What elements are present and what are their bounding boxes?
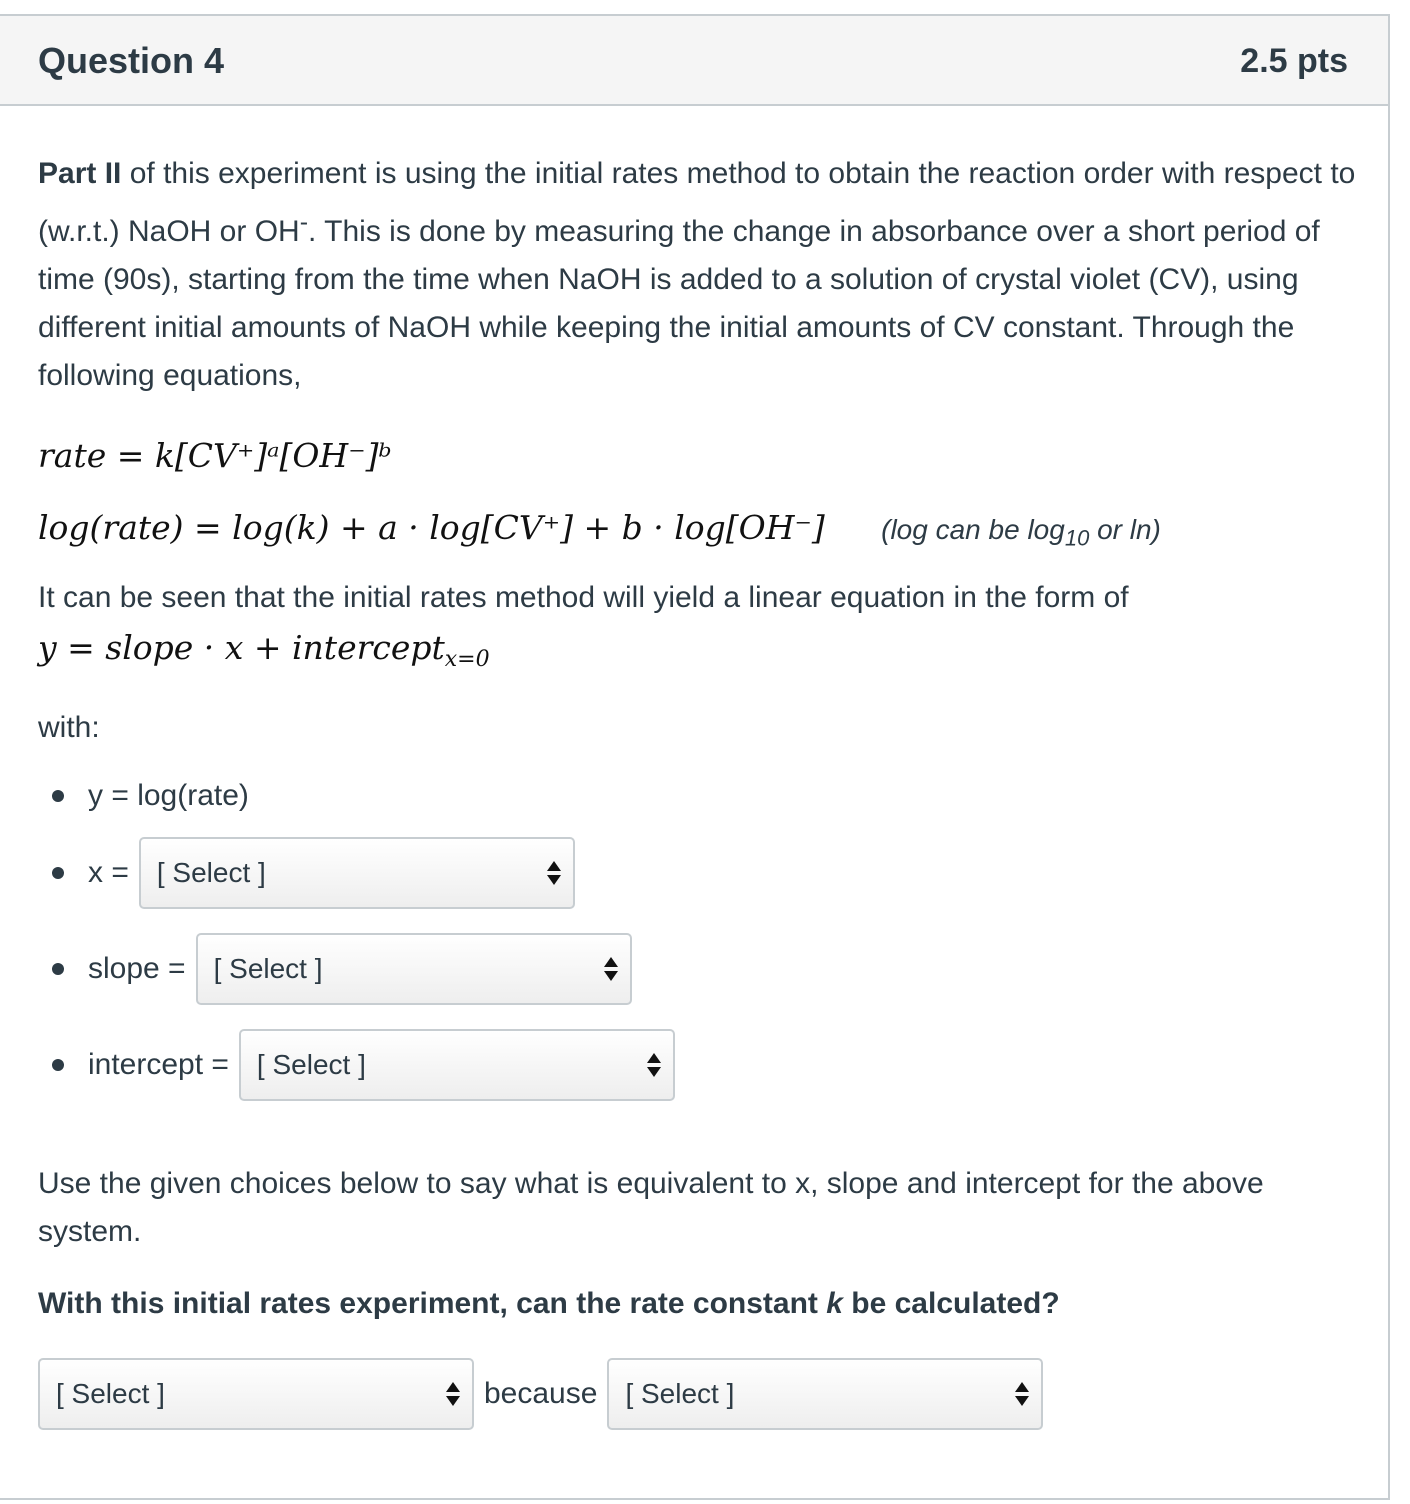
select-arrows-icon <box>647 1051 661 1081</box>
intro-text-b: . This is done by measuring the change in absorbance over a short period of time (90s), starting from the time when NaOH is added to a solution of crystal violet (CV), using different initial amounts of NaOH while keeping the initial amounts of CV constant. Through the following equations, <box>38 215 1320 392</box>
x-select[interactable]: [ Select ] <box>139 837 575 909</box>
list-item-x <box>38 830 1358 916</box>
calc-question: With this initial rates experiment, can the rate constant k be calculated? <box>38 1287 1060 1320</box>
question-body <box>38 150 1358 1432</box>
x-label: x = <box>88 856 129 889</box>
slope-select[interactable]: [ Select ] <box>196 933 632 1005</box>
answer-row <box>38 1356 1358 1432</box>
select-arrows-icon <box>446 1380 460 1410</box>
reason-select[interactable]: [ Select ] <box>607 1358 1043 1430</box>
intercept-label: intercept = <box>88 1048 229 1081</box>
log-form-equation <box>38 492 1358 564</box>
because-label: because <box>484 1377 598 1410</box>
linear-equation: y = slope · x + intercept$_{x=0}$ <box>38 628 490 672</box>
log-note: (log can be $\log_{10}$ or ln) <box>881 514 1161 551</box>
list-item-intercept <box>38 1022 1358 1108</box>
can-calculate-select[interactable]: [ Select ] <box>38 1358 474 1430</box>
list-item-slope <box>38 926 1358 1012</box>
rate-law-math: rate = k[CV⁺]ᵃ[OH⁻]ᵇ <box>38 436 392 475</box>
intro-text-a: of this experiment is using the initial rates method to obtain the reaction order with respect to (w.r.t.) NaOH or OH <box>38 157 1356 248</box>
slope-label: slope = <box>88 952 186 985</box>
select-arrows-icon <box>547 859 561 889</box>
rate-law-equation <box>38 420 1358 492</box>
select-arrows-icon <box>604 955 618 985</box>
question-title: Question 4 <box>38 40 225 81</box>
list-item-y: y = log(rate) <box>38 772 1358 820</box>
variable-list <box>38 772 1358 1108</box>
linear-intro: It can be seen that the initial rates method will yield a linear equation in the form of <box>38 581 1129 614</box>
intercept-select[interactable]: [ Select ] <box>239 1029 675 1101</box>
with-label: with: <box>38 711 100 744</box>
instructions-text: Use the given choices below to say what is equivalent to x, slope and intercept for the above system. <box>38 1167 1264 1248</box>
log-form-math: log(rate) = log(k) + a · log[CV⁺] + b · log[OH⁻] <box>38 508 825 547</box>
intro-bold-lead: Part II <box>38 157 122 190</box>
question-header <box>0 16 1388 106</box>
question-points: 2.5 pts <box>1240 42 1348 80</box>
intro-paragraph: Part II of this experiment is using the initial rates method to obtain the reaction order with respect to (w.r.t.) NaOH or OH-. This is done by measuring the change in absorbance over a short period of time (90s), starting from the time when NaOH is added to a solution of crystal violet (CV), using different initial amounts of NaOH while keeping the initial amounts of CV constant. Through the following equations, <box>38 157 1356 392</box>
select-arrows-icon <box>1015 1380 1029 1410</box>
